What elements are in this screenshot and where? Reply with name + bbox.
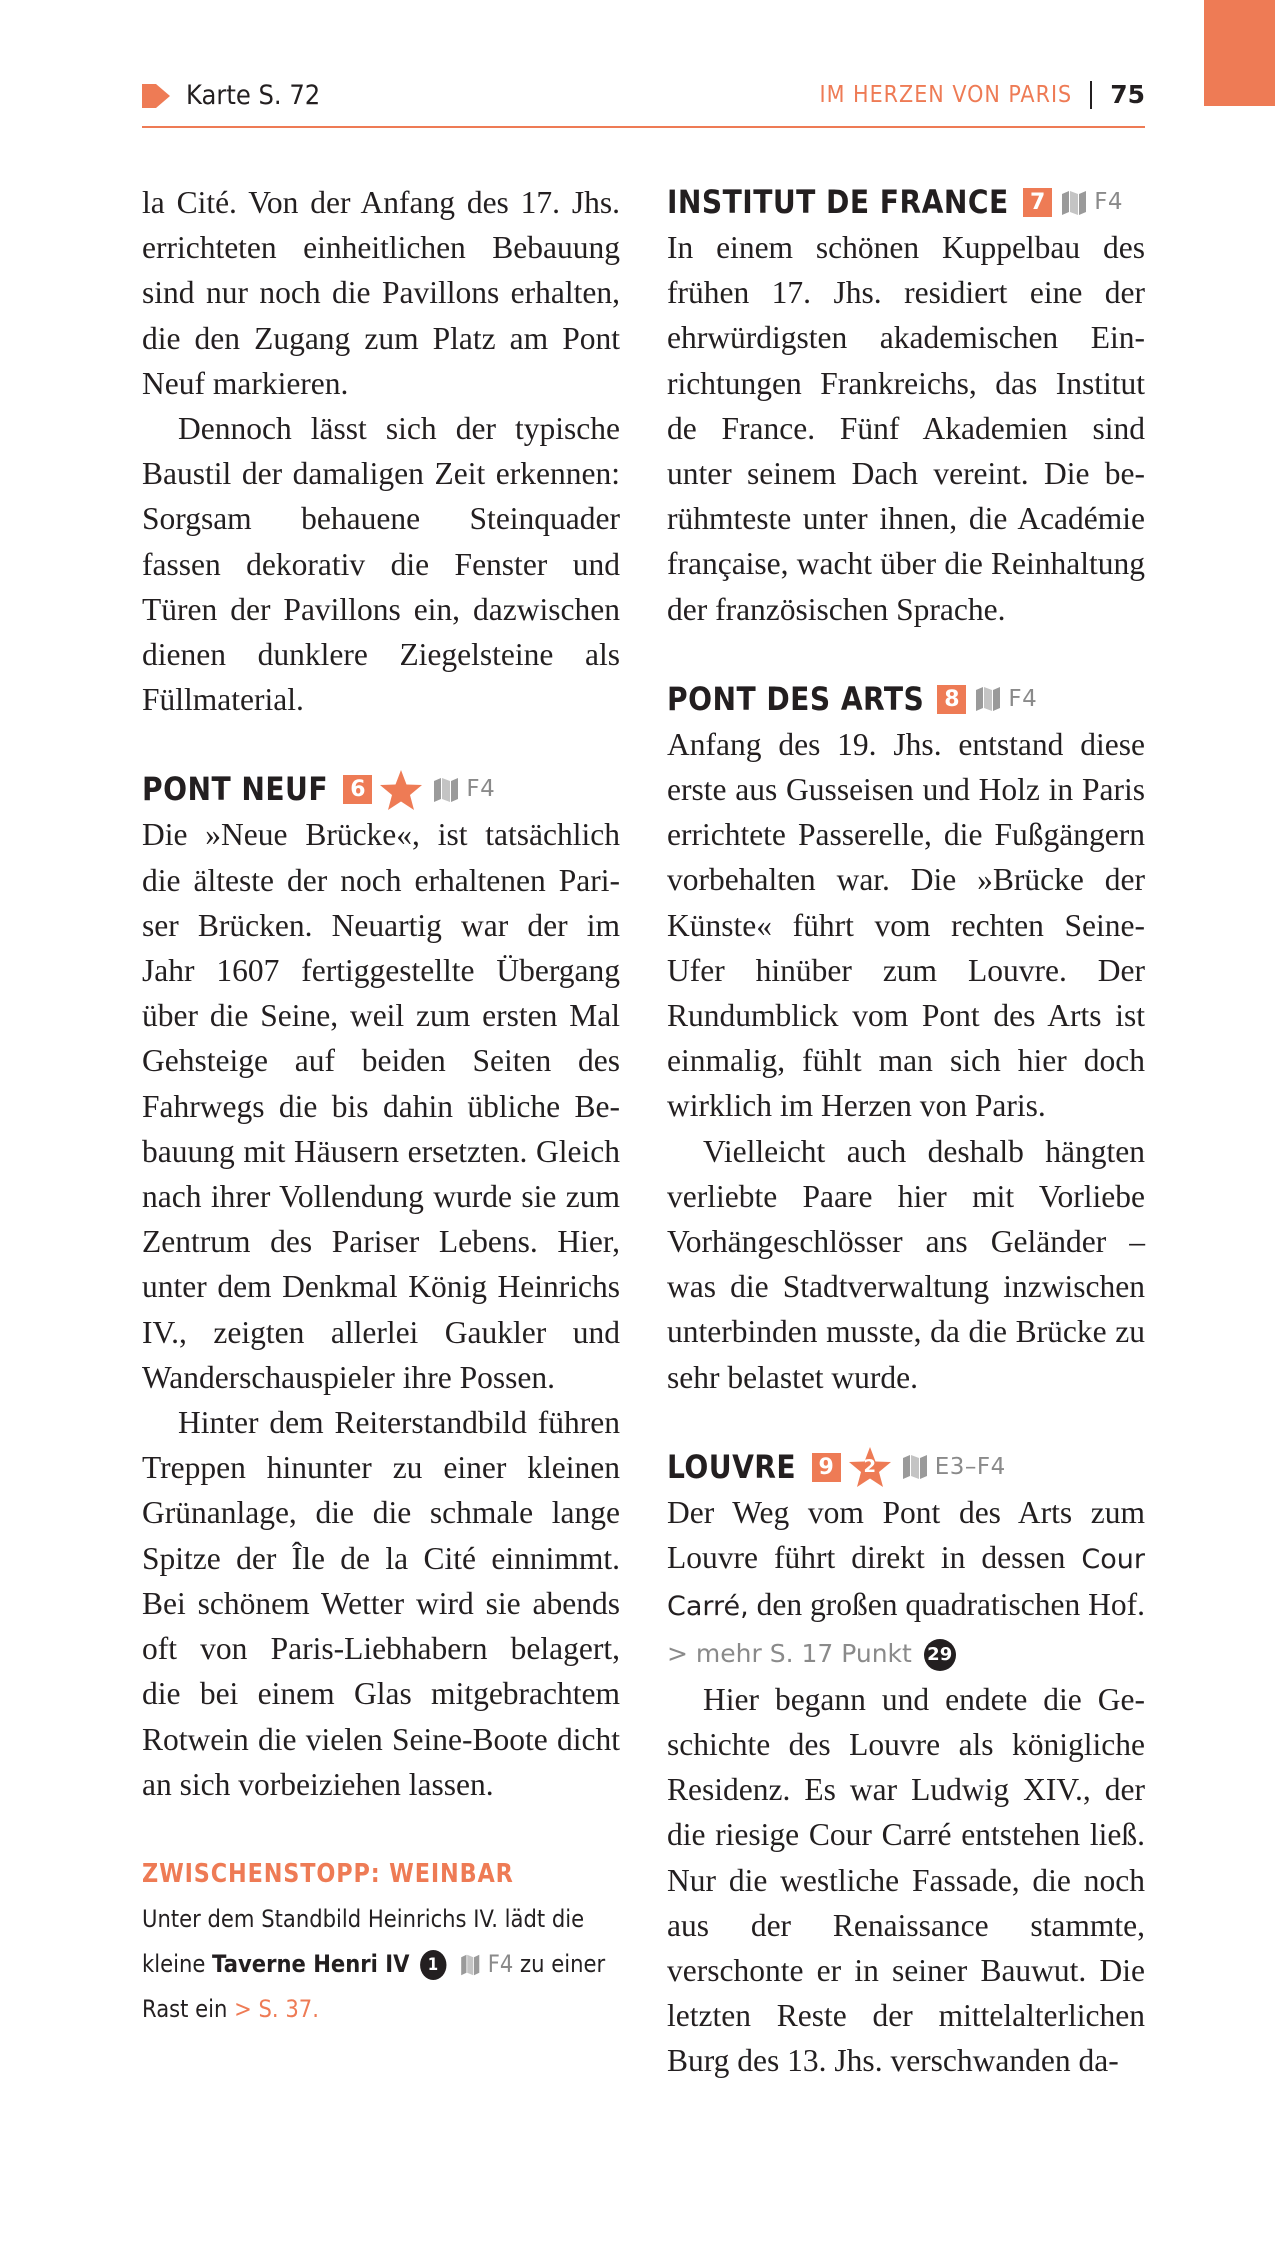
section-heading-pont-des-arts	[667, 677, 1145, 722]
heading-title: PONT NEUF	[142, 770, 329, 809]
location-number-badge: 7	[1023, 188, 1052, 217]
paragraph: Die »Neue Brücke«, ist tatsächlich die älteste der noch erhaltenen Pariser Brücken. Neuartig war der im Jahr 1607 fertiggestellte Übergang über die Seine, weil zum ersten Mal Gehsteige auf beiden Seiten des Fahrwegs die bis dahin übliche Bebauung mit Häusern ersetzten. Gleich nach ihrer Vollendung wurde sie zum Zentrum des Pariser Lebens. Hier, unter dem Denkmal König Heinrichs IV., zeigten allerlei Gaukler und Wanderschauspieler ihre Possen.	[142, 817, 620, 1395]
page-tab-marker	[1204, 0, 1275, 106]
divider	[1090, 81, 1092, 109]
section-heading-institut	[667, 180, 1145, 225]
section-heading-louvre	[667, 1445, 1145, 1490]
map-reference-label: Karte S. 72	[186, 80, 321, 111]
map-grid-reference: F4	[466, 776, 496, 803]
map-grid-reference: E3–F4	[934, 1453, 1006, 1480]
arrow-icon	[156, 84, 170, 108]
page-header	[142, 74, 1145, 128]
paragraph: Anfang des 19. Jhs. entstand diese erste aus Gusseisen und Holz in Paris errichtete Passerelle, die Fußgängern vorbehalten war. Die »Brücke der Künste« führt vom rechten Seine-Ufer hinüber zum Louvre. Der Rundumblick vom Pont des Arts ist einmalig, fühlt man sich hier doch wirklich im Herzen von Paris.	[667, 726, 1145, 1124]
venue-name: Taverne Henri IV	[212, 1950, 410, 1979]
heading-title: INSTITUT DE FRANCE	[667, 182, 1009, 221]
cross-reference-link[interactable]: > mehr S. 17 Punkt	[667, 1639, 912, 1669]
highlighted-place: Cour Carré,	[667, 1544, 1145, 1623]
paragraph: In einem schönen Kuppelbau des frühen 17. Jhs. residiert eine der ehrwürdigsten akademischen Einrichtungen Frankreichs, das Institut de France. Fünf Akademien sind unter seinem Dach vereint. Die berühmteste unter ihnen, die Académie française, wacht über die Reinhaltung der französischen Sprache.	[667, 230, 1145, 627]
running-head	[820, 80, 1145, 109]
location-number-badge: 8	[937, 685, 966, 714]
paragraph: Vielleicht auch deshalb hängten verliebte Paare hier mit Vorliebe Vorhängeschlösser ans Geländer – was die Stadtverwaltung inzwischen unterbinden musste, da die Brücke zu sehr belastet wurde.	[667, 1133, 1145, 1395]
paragraph: Dennoch lässt sich der typische Baustil der damaligen Zeit erkennen: Sorgsam behauene Steinquader fassen dekorativ die Fenster und Türen der Pavillons ein, dazwischen dienen dunklere Ziegelsteine als Füllmaterial.	[142, 411, 620, 718]
star-icon	[847, 1445, 893, 1489]
right-column	[667, 180, 1145, 2084]
page-link[interactable]: > S. 37.	[234, 1995, 319, 2024]
point-number: 29	[924, 1639, 956, 1671]
map-icon	[432, 777, 460, 803]
map-grid-reference: F4	[1094, 188, 1124, 215]
star-rating-number: 2	[863, 1456, 876, 1478]
section-heading-pont-neuf	[142, 767, 620, 812]
heading-title: PONT DES ARTS	[667, 679, 925, 718]
map-reference[interactable]	[142, 80, 320, 111]
location-number-badge: 6	[343, 775, 372, 804]
tip-box-title: ZWISCHENSTOPP: WEINBAR	[142, 1858, 514, 1889]
venue-number: 1	[420, 1950, 446, 1980]
map-icon	[974, 686, 1002, 712]
paragraph: Hier begann und endete die Geschichte des Louvre als königliche Residenz. Es war Ludwig XIV., der die riesige Cour Carré entstehen ließ. Nur die westliche Fassade, die noch aus der Renaissance stammte, verschonte er in seiner Bauwut. Die letzten Reste der mittelalterlichen Burg des 13. Jhs. verschwanden da-	[667, 1681, 1145, 2079]
map-icon	[1060, 190, 1088, 216]
map-grid-reference: F4	[487, 1950, 514, 1979]
paragraph: la Cité. Von der Anfang des 17. Jhs. errichteten einheitlichen Bebauung sind nur noch die Pavillons erhalten, die den Zugang zum Platz am Pont Neuf markieren.	[142, 185, 620, 401]
map-grid-reference: F4	[1008, 685, 1038, 712]
map-icon	[901, 1454, 929, 1480]
star-icon	[378, 768, 424, 812]
left-column	[142, 180, 620, 2033]
paragraph: Hinter dem Reiterstandbild führen Treppen hinunter zu einer kleinen Grünanlage, die die schmale lange Spitze der Île de la Cité einnimmt. Bei schönem Wetter wird sie abends oft von Paris-Liebhabern belagert, die bei einem Glas mitgebrachtem Rotwein die vielen Seine-Boote dicht an sich vorbeiziehen lassen.	[142, 1405, 620, 1802]
map-icon	[460, 1953, 481, 1977]
paragraph: Der Weg vom Pont des Arts zum Louvre führt direkt in dessen Cour Carré, den großen quadratischen Hof. > mehr S. 17 Punkt 29	[667, 1490, 1145, 1677]
tip-box-text: Unter dem Standbild Heinrichs IV. lädt die kleine Taverne Henri IV 1 F4 zu einer Rast ein > S. 37.	[142, 1904, 606, 2024]
section-title: IM HERZEN VON PARIS	[819, 81, 1073, 108]
page-number: 75	[1110, 80, 1145, 109]
heading-title: LOUVRE	[667, 1447, 797, 1486]
location-number-badge: 9	[812, 1453, 841, 1482]
